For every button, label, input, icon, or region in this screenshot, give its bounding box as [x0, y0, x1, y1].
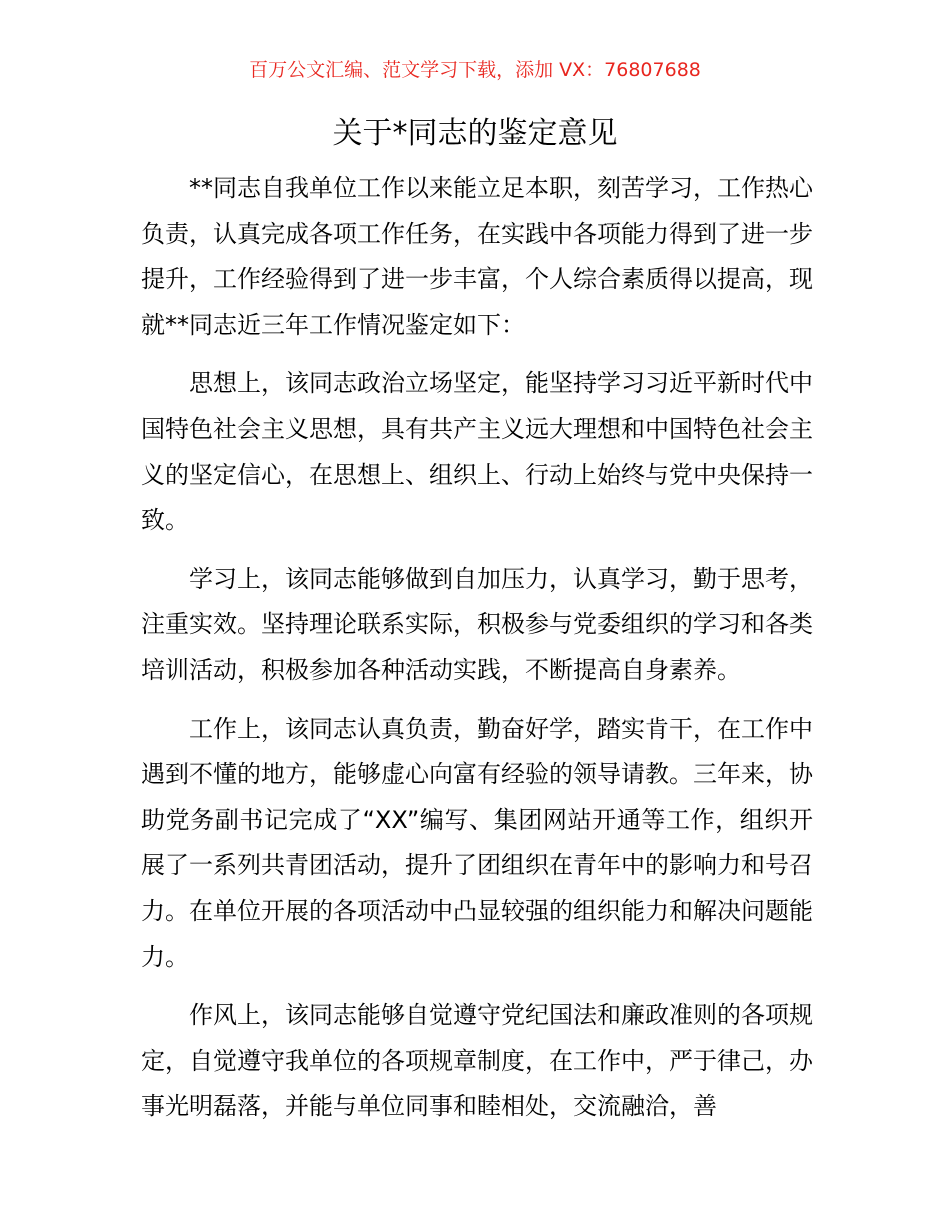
header-watermark-text: 百万公文汇编、范文学习下载，添加 VX：76807688: [249, 59, 701, 81]
paragraph-work: 工作上，该同志认真负责，勤奋好学，踏实肯干，在工作中遇到不懂的地方，能够虚心向富有经验的领导请教。三年来，协助党务副书记完成了“XX”编写、集团网站开通等工作，组织开展了一系列共青团活动，提升了团组织在青年中的影响力和号召力。在单位开展的各项活动中凸显较强的组织能力和解决问题能力。: [141, 714, 813, 971]
paragraph-study: 学习上，该同志能够做到自加压力，认真学习，勤于思考，注重实效。坚持理论联系实际，积极参与党委组织的学习和各类培训活动，积极参加各种活动实践，不断提高自身素养。: [141, 564, 813, 684]
paragraph-conduct: 作风上，该同志能够自觉遵守党纪国法和廉政准则的各项规定，自觉遵守我单位的各项规章制度，在工作中，严于律己，办事光明磊落，并能与单位同事和睦相处，交流融洽，善: [141, 1001, 813, 1121]
paragraph-ideology: 思想上，该同志政治立场坚定，能坚持学习习近平新时代中国特色社会主义思想，具有共产主义远大理想和中国特色社会主义的坚定信心，在思想上、组织上、行动上始终与党中央保持一致。: [141, 369, 813, 535]
document-body: [141, 166, 813, 1143]
paragraph-intro: **同志自我单位工作以来能立足本职，刻苦学习，工作热心负责，认真完成各项工作任务，在实践中各项能力得到了进一步提升，工作经验得到了进一步丰富，个人综合素质得以提高，现就**同志近三年工作情况鉴定如下：: [141, 174, 813, 339]
document-title: 关于*同志的鉴定意见: [332, 116, 618, 151]
